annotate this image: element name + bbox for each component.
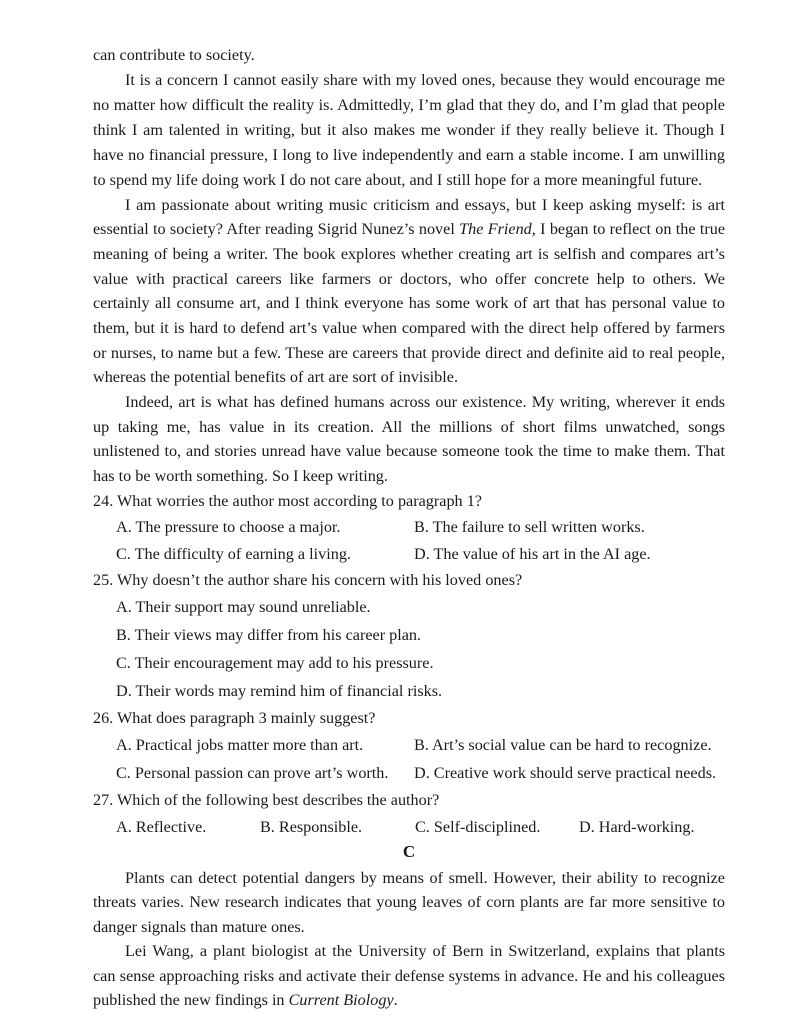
passage-c-text: .	[393, 991, 398, 1009]
question-27-option-b: B. Responsible.	[260, 818, 363, 836]
passage-b-line: to spend my life doing work I do not care about, and I still hope for a more meaningful future.	[93, 171, 703, 189]
passage-b-line: I am passionate about writing music criticism and essays, but I keep asking myself: is art	[125, 196, 725, 214]
passage-b-line: no matter how difficult the reality is. Admittedly, I’m glad that they do, and I’m glad that people	[93, 96, 725, 114]
passage-b-line: think I am talented in writing, but it also makes me wonder if they really believe it. Though I	[93, 121, 725, 139]
question-25-option-a: A. Their support may sound unreliable.	[116, 598, 371, 616]
passage-c-line: threats varies. New research indicates that young leaves of corn plants are far more sensitive to	[93, 893, 725, 911]
question-27-stem: 27. Which of the following best describes the author?	[93, 791, 440, 809]
passage-c-line: can sense approaching risks and activate their defense systems in advance. He and his colleagues	[93, 967, 725, 985]
question-26-option-c: C. Personal passion can prove art’s worth.	[116, 764, 389, 782]
book-title: The Friend,	[459, 220, 536, 238]
passage-b-line: Indeed, art is what has defined humans across our existence. My writing, wherever it ends	[125, 393, 725, 411]
question-24-option-d: D. The value of his art in the AI age.	[414, 545, 651, 563]
passage-c-line: Lei Wang, a plant biologist at the University of Bern in Switzerland, explains that plants	[125, 942, 725, 960]
passage-b-line: up taking me, has value in its creation. All the millions of short films unwatched, songs	[93, 418, 725, 436]
passage-c-line: danger signals than mature ones.	[93, 918, 305, 936]
passage-b-line: has to be worth something. So I keep writing.	[93, 467, 388, 485]
passage-b-line	[93, 217, 725, 242]
question-26-stem: 26. What does paragraph 3 mainly suggest?	[93, 709, 376, 727]
question-24-option-a: A. The pressure to choose a major.	[116, 518, 341, 536]
passage-b-line: have no financial pressure, I long to live independently and earn a stable income. I am unwilling	[93, 146, 725, 164]
passage-b-line: meaning of being a writer. The book explores whether creating art is selfish and compares art’s	[93, 245, 725, 263]
journal-title: Current Biology	[288, 991, 394, 1009]
question-27-option-c: C. Self-disciplined.	[415, 818, 541, 836]
passage-c-text: published the new findings in	[93, 991, 289, 1009]
passage-c-heading: C	[402, 842, 416, 861]
passage-b-line: It is a concern I cannot easily share with my loved ones, because they would encourage me	[125, 71, 725, 89]
passage-c-line	[93, 988, 725, 1013]
question-27-option-d: D. Hard-working.	[579, 818, 695, 836]
question-25-option-d: D. Their words may remind him of financial risks.	[116, 682, 443, 700]
question-26-option-d: D. Creative work should serve practical needs.	[414, 764, 717, 782]
question-27-option-a: A. Reflective.	[116, 818, 207, 836]
passage-b-text: I began to reflect on the true	[535, 220, 726, 238]
passage-b-line: value with practical careers like farmers or doctors, who offer concrete help to others. We	[93, 270, 725, 288]
question-25-option-b: B. Their views may differ from his career plan.	[116, 626, 422, 644]
passage-b-line: certainly all consume art, and I think everyone has some work of art that has personal value to	[93, 294, 725, 312]
question-26-option-b: B. Art’s social value can be hard to recognize.	[414, 736, 712, 754]
question-24-option-b: B. The failure to sell written works.	[414, 518, 645, 536]
passage-b-text: essential to society? After reading Sigrid Nunez’s novel	[93, 220, 460, 238]
passage-c-line: Plants can detect potential dangers by means of smell. However, their ability to recognize	[125, 869, 725, 887]
question-24-option-c: C. The difficulty of earning a living.	[116, 545, 351, 563]
passage-b-line: unlistened to, and stories unread have value because someone took the time to make them. That	[93, 442, 725, 460]
question-24-stem: 24. What worries the author most according to paragraph 1?	[93, 492, 482, 510]
passage-b-line: them, but it is hard to defend art’s value when compared with the direct help offered by farmers	[93, 319, 725, 337]
question-25-option-c: C. Their encouragement may add to his pressure.	[116, 654, 434, 672]
passage-b-line: can contribute to society.	[93, 46, 255, 64]
question-25-stem: 25. Why doesn’t the author share his concern with his loved ones?	[93, 571, 523, 589]
passage-b-line: whereas the potential benefits of art are sort of invisible.	[93, 368, 458, 386]
question-26-option-a: A. Practical jobs matter more than art.	[116, 736, 364, 754]
passage-b-line: or nurses, to name but a few. These are careers that provide direct and definite aid to real people,	[93, 344, 725, 362]
